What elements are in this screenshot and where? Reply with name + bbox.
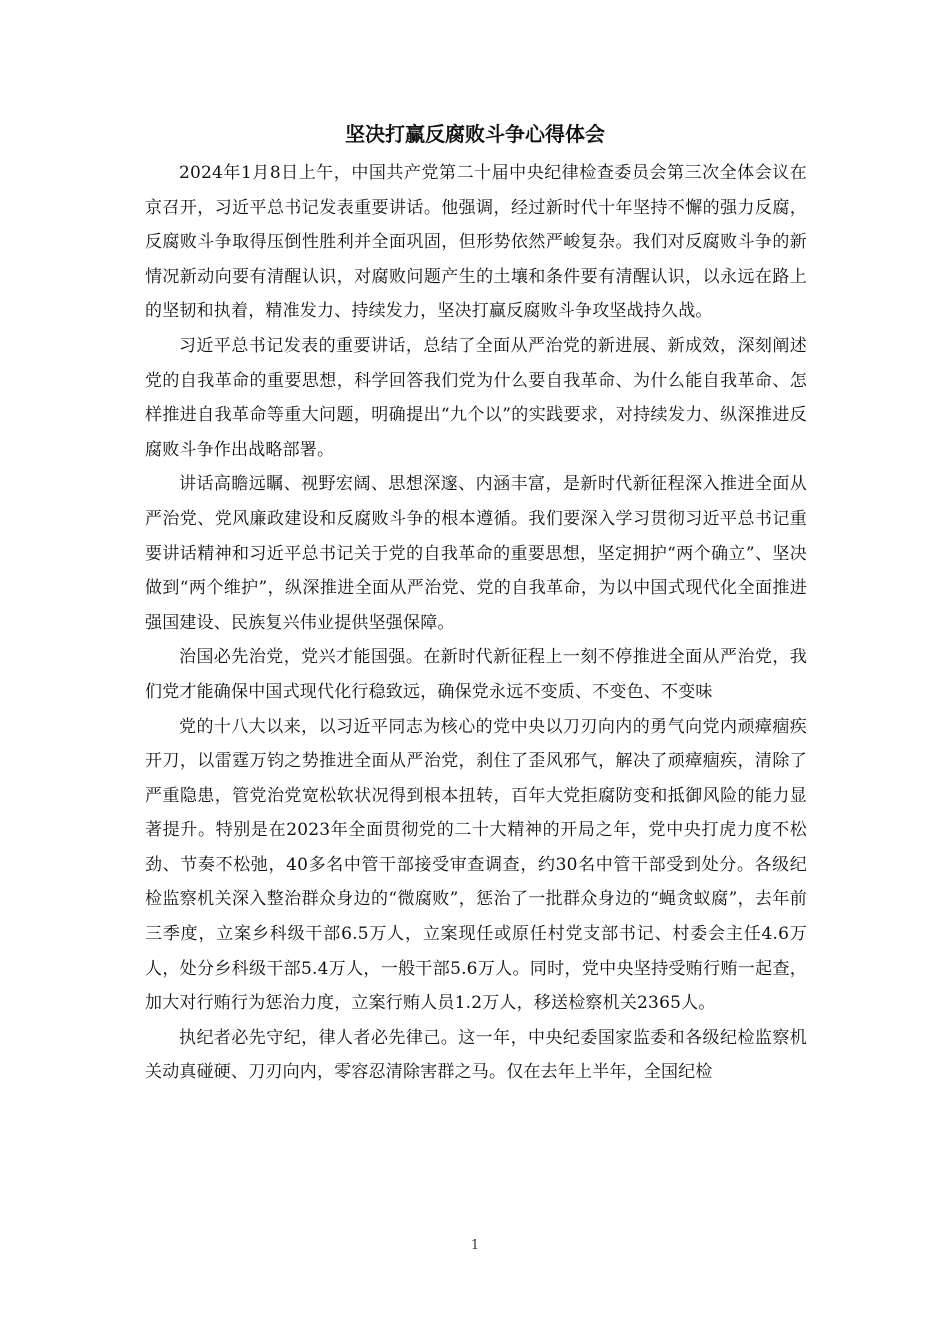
document-body <box>145 156 807 1090</box>
document-title: 坚决打赢反腐败斗争心得体会 <box>345 122 605 146</box>
paragraph-1: 2024年1月8日上午，中国共产党第二十届中央纪律检查委员会第三次全体会议在京召开，习近平总书记发表重要讲话。他强调，经过新时代十年坚持不懈的强力反腐，反腐败斗争取得压倒性胜利并全面巩固，但形势依然严峻复杂。我们对反腐败斗争的新情况新动向要有清醒认识，对腐败问题产生的土壤和条件要有清醒认识，以永远在路上的坚韧和执着，精准发力、持续发力，坚决打赢反腐败斗争攻坚战持久战。 <box>145 163 807 322</box>
paragraph-4: 治国必先治党，党兴才能国强。在新时代新征程上一刻不停推进全面从严治党，我们党才能确保中国式现代化行稳致远，确保党永远不变质、不变色、不变味 <box>145 647 807 702</box>
paragraph-6: 执纪者必先守纪，律人者必先律己。这一年，中央纪委国家监委和各级纪检监察机关动真碰硬、刀刃向内，零容忍清除害群之马。仅在去年上半年，全国纪检 <box>145 1027 807 1083</box>
page-number: 1 <box>470 1238 480 1253</box>
paragraph-2: 习近平总书记发表的重要讲话，总结了全面从严治党的新进展、新成效，深刻阐述党的自我革命的重要思想，科学回答我们党为什么要自我革命、为什么能自我革命、怎样推进自我革命等重大问题，明确提出“九个以”的实践要求，对持续发力、纵深推进反腐败斗争作出战略部署。 <box>145 335 807 460</box>
paragraph-5: 党的十八大以来，以习近平同志为核心的党中央以刀刃向内的勇气向党内顽瘴痼疾开刀，以雷霆万钧之势推进全面从严治党，刹住了歪风邪气，解决了顽瘴痼疾，清除了严重隐患，管党治党宽松软状况得到根本扭转，百年大党拒腐防变和抵御风险的能力显著提升。特别是在2023年全面贯彻党的二十大精神的开局之年，党中央打虎力度不松劲、节奏不松弛，40多名中管干部接受审查调查，约30名中管干部受到处分。各级纪检监察机关深入整治群众身边的“微腐败”，惩治了一批群众身边的“蝇贪蚁腐”，去年前三季度，立案乡科级干部6.5万人，立案现任或原任村党支部书记、村委会主任4.6万人，处分乡科级干部5.4万人，一般干部5.6万人。同时，党中央坚持受贿行贿一起查，加大对行贿行为惩治力度，立案行贿人员1.2万人，移送检察机关2365人。 <box>145 716 807 1014</box>
paragraph-3: 讲话高瞻远瞩、视野宏阔、思想深邃、内涵丰富，是新时代新征程深入推进全面从严治党、党风廉政建设和反腐败斗争的根本遵循。我们要深入学习贯彻习近平总书记重要讲话精神和习近平总书记关于党的自我革命的重要思想，坚定拥护“两个确立”、坚决做到“两个维护”，纵深推进全面从严治党、党的自我革命，为以中国式现代化全面推进强国建设、民族复兴伟业提供坚强保障。 <box>145 474 807 633</box>
